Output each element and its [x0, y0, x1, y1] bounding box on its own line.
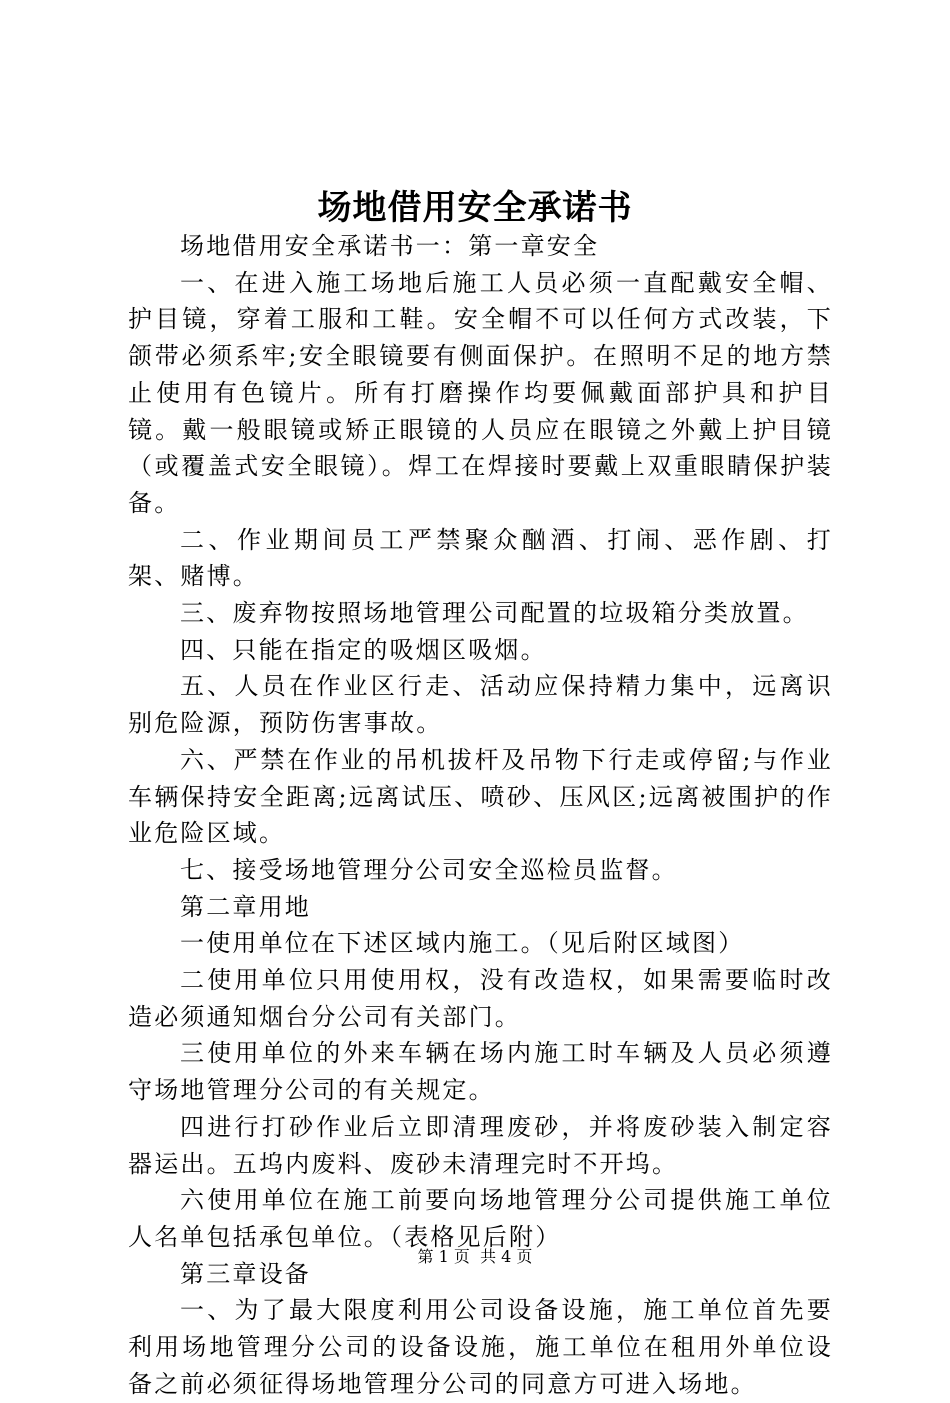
paragraph-ch2-item3: 三使用单位的外来车辆在场内施工时车辆及人员必须遵守场地管理分公司的有关规定。	[128, 1039, 833, 1105]
paragraph-ch2-item1: 一使用单位在下述区域内施工。（见后附区域图）	[180, 929, 745, 958]
document-body	[128, 228, 833, 1403]
paragraph-ch1-item5: 五、人员在作业区行走、活动应保持精力集中，远离识别危险源，预防伤害事故。	[128, 672, 833, 738]
paragraph-ch1-item4: 四、只能在指定的吸烟区吸烟。	[180, 635, 547, 664]
page-footer	[0, 1245, 950, 1269]
paragraph-ch1-item1: 一、在进入施工场地后施工人员必须一直配戴安全帽、护目镜，穿着工服和工鞋。安全帽不可以任何方式改装，下颌带必须系牢;安全眼镜要有侧面保护。在照明不足的地方禁止使用有色镜片。所有打磨操作均要佩戴面部护具和护目镜。戴一般眼镜或矫正眼镜的人员应在眼镜之外戴上护目镜（或覆盖式安全眼镜）。焊工在焊接时要戴上双重眼睛保护装备。	[128, 268, 833, 517]
paragraph-ch1-item6: 六、严禁在作业的吊机拔杆及吊物下行走或停留;与作业车辆保持安全距离;远离试压、喷砂、压风区;远离被围护的作业危险区域。	[128, 745, 833, 848]
paragraph-ch2-item2: 二使用单位只用使用权，没有改造权，如果需要临时改造必须通知烟台分公司有关部门。	[128, 966, 833, 1031]
chapter-heading-3: 第三章设备	[180, 1259, 311, 1288]
paragraph-ch2-item6: 六使用单位在施工前要向场地管理分公司提供施工单位人名单包括承包单位。（表格见后附）	[128, 1186, 833, 1251]
paragraph-ch1-item7: 七、接受场地管理分公司安全巡检员监督。	[180, 855, 678, 884]
paragraph-ch3-item1: 一、为了最大限度利用公司设备设施，施工单位首先要利用场地管理分公司的设备设施，施工单位在租用外单位设备之前必须征得场地管理分公司的同意方可进入场地。	[128, 1296, 833, 1398]
document-title: 场地借用安全承诺书	[317, 188, 633, 228]
paragraph-intro: 场地借用安全承诺书一：第一章安全	[180, 232, 600, 260]
paragraph-ch1-item2: 二、作业期间员工严禁聚众酗酒、打闹、恶作剧、打架、赌博。	[128, 525, 833, 591]
page-number: 第 1 页 共 4 页	[417, 1247, 533, 1266]
chapter-heading-2: 第二章用地	[180, 892, 311, 921]
paragraph-ch1-item3: 三、废弃物按照场地管理公司配置的垃圾箱分类放置。	[180, 599, 809, 628]
paragraph-ch2-item4: 四进行打砂作业后立即清理废砂，并将废砂装入制定容器运出。五坞内废料、废砂未清理完时不开坞。	[128, 1112, 833, 1178]
